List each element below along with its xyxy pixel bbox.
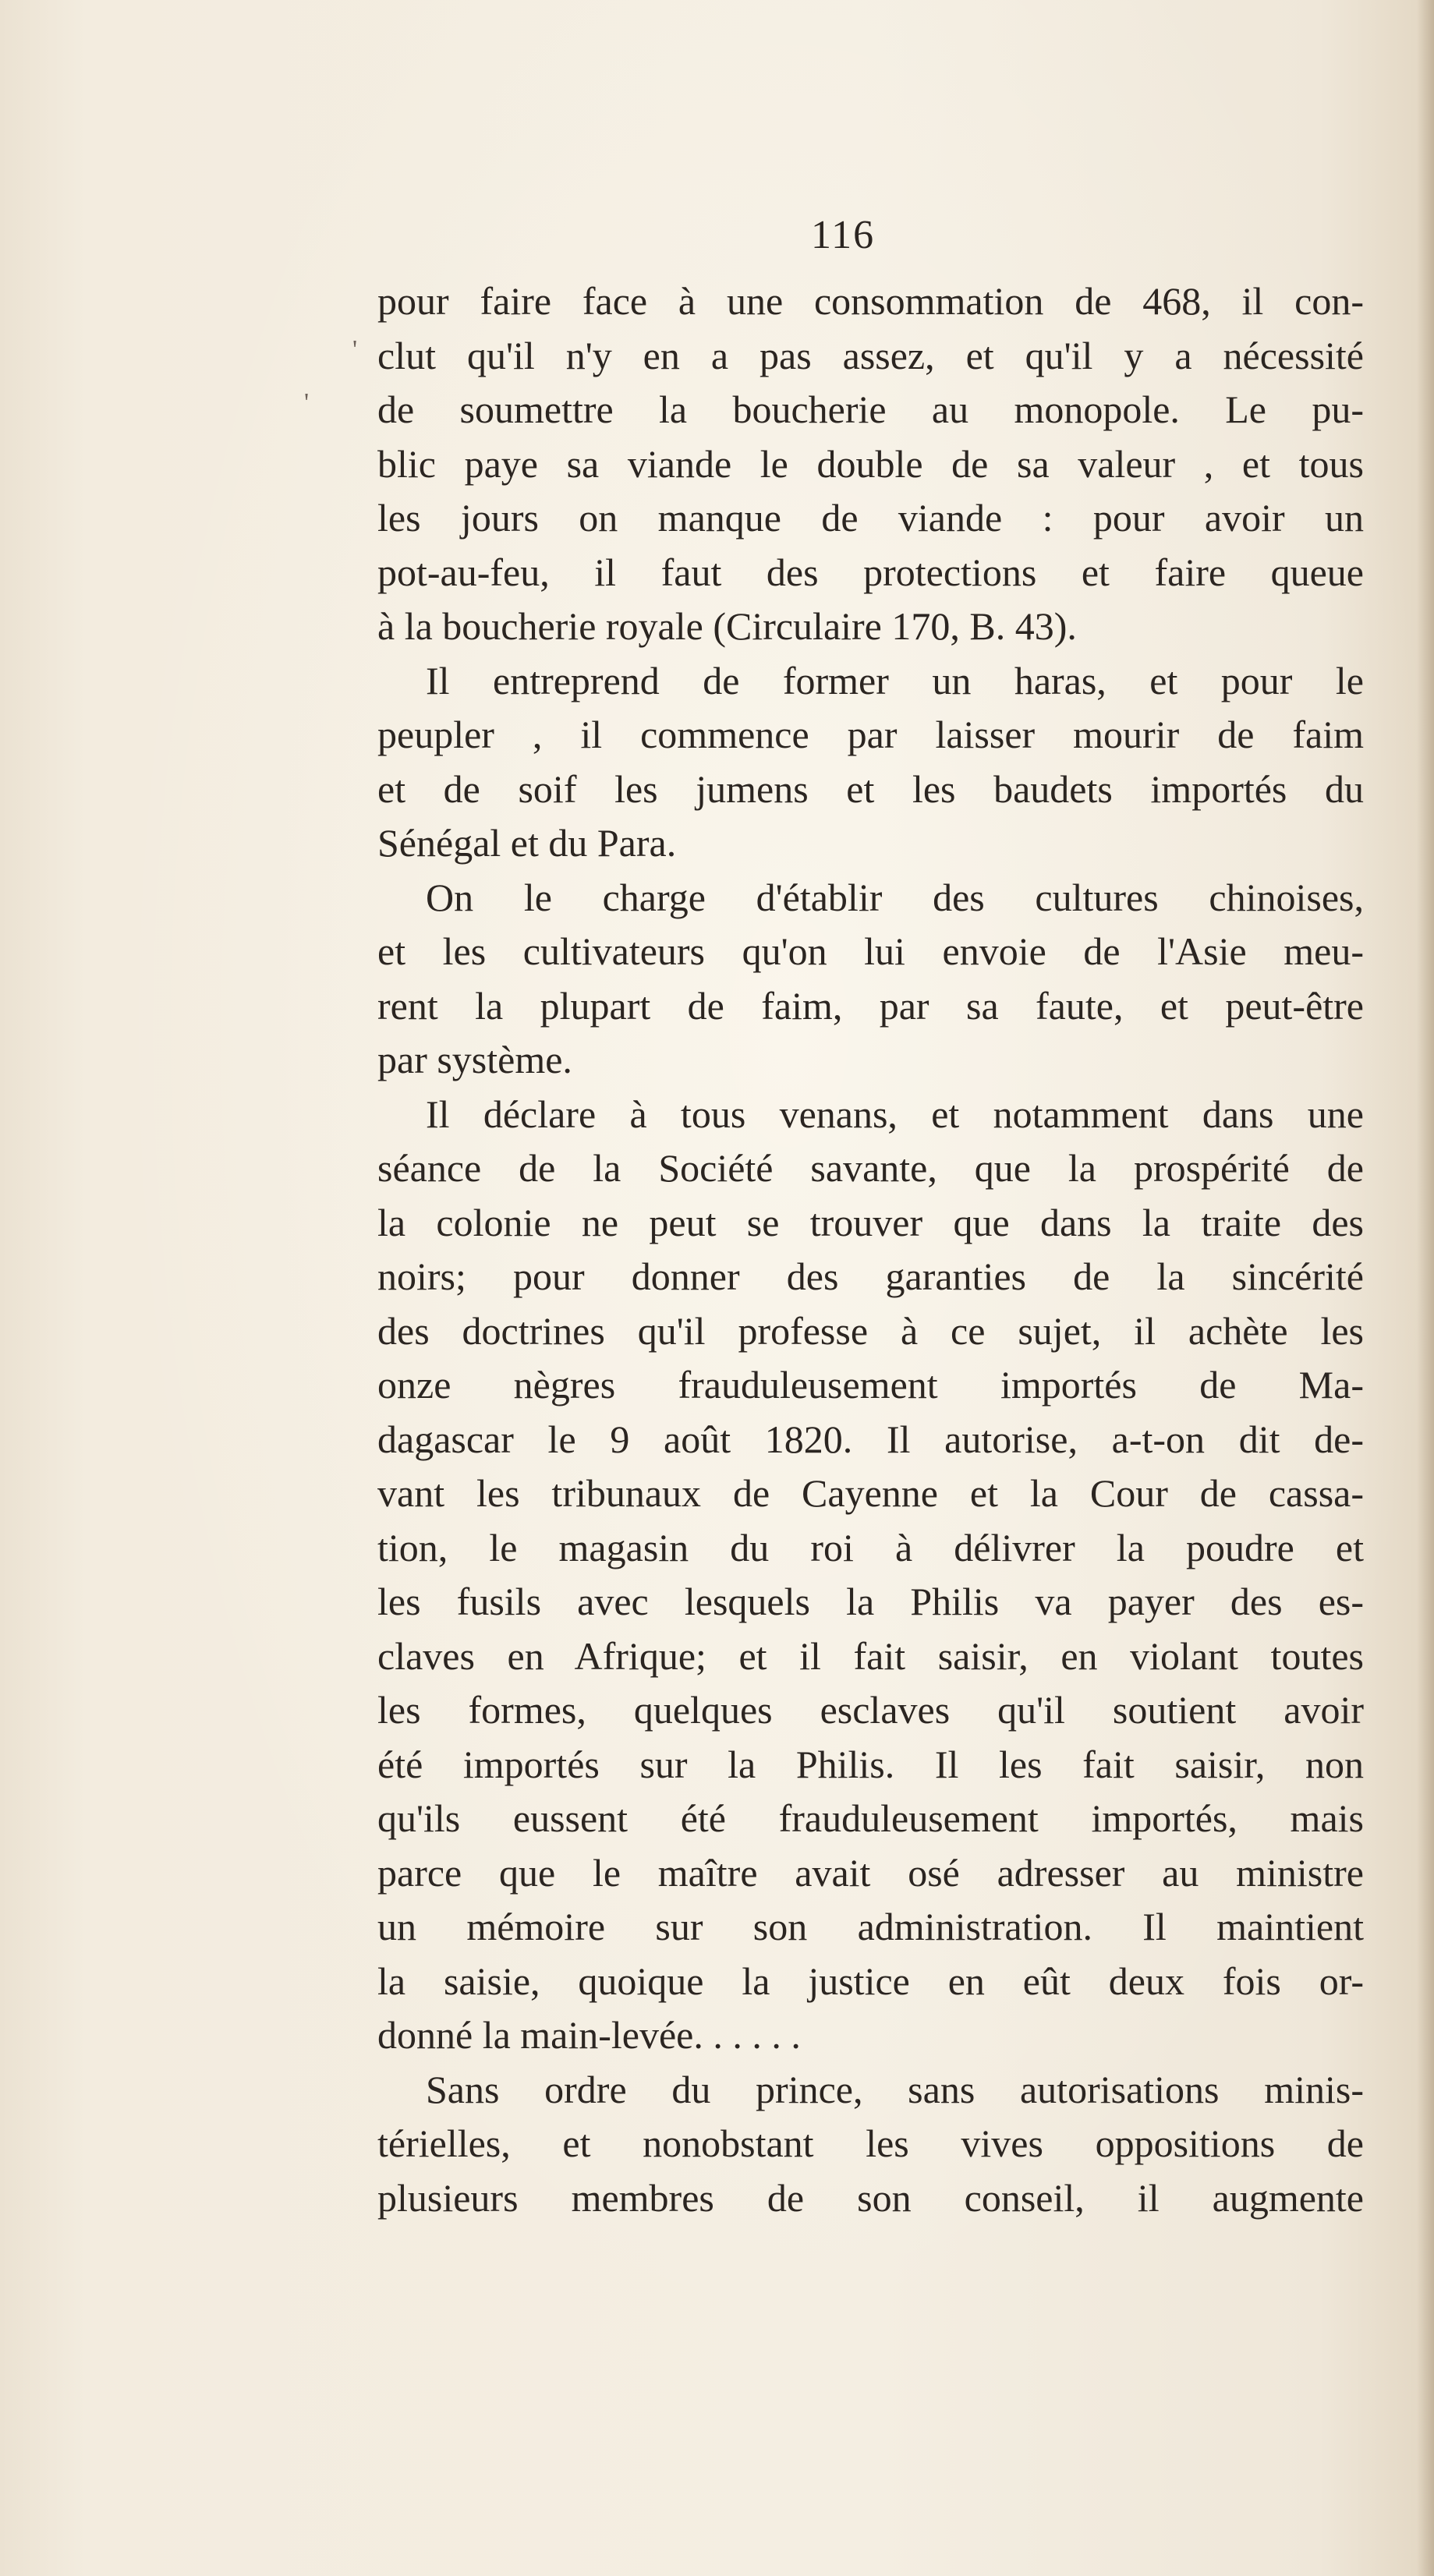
text-line: un mémoire sur son administration. Il maintient: [377, 1905, 1364, 1948]
text-line: Sans ordre du prince, sans autorisations minis-: [426, 2067, 1364, 2111]
text-line: donné la main-levée. . . . . .: [377, 2013, 801, 2057]
text-line: à la boucherie royale (Circulaire 170, B. 43).: [377, 604, 1077, 648]
text-line: vant les tribunaux de Cayenne et la Cour de cassa-: [377, 1471, 1364, 1515]
text-line: et les cultivateurs qu'on lui envoie de l'Asie meu-: [377, 929, 1364, 973]
text-line: claves en Afrique; et il fait saisir, en violant toutes: [377, 1633, 1364, 1678]
text-line: térielles, et nonobstant les vives oppositions de: [377, 2121, 1364, 2165]
text-line: Il entreprend de former un haras, et pour le: [426, 658, 1364, 702]
text-line: les fusils avec lesquels la Philis va payer des es-: [377, 1580, 1364, 1623]
text-line: plusieurs membres de son conseil, il augmente: [377, 2175, 1364, 2220]
text-line: rent la plupart de faim, par sa faute, et peut-être: [377, 983, 1364, 1028]
text-line: noirs; pour donner des garanties de la sincérité: [377, 1254, 1364, 1298]
text-line: de soumettre la boucherie au monopole. Le pu-: [377, 387, 1364, 431]
text-line: les formes, quelques esclaves qu'il soutient avoir: [377, 1688, 1364, 1732]
text-line: séance de la Société savante, que la prospérité de: [377, 1146, 1364, 1190]
text-line: Sénégal et du Para.: [377, 821, 677, 865]
text-line: tion, le magasin du roi à délivrer la poudre et: [377, 1525, 1364, 1569]
text-line: été importés sur la Philis. Il les fait saisir, non: [377, 1742, 1364, 1786]
margin-mark: ': [304, 388, 310, 417]
text-line: On le charge d'établir des cultures chinoises,: [426, 875, 1364, 919]
text-line: Il déclare à tous venans, et notamment dans une: [426, 1092, 1364, 1136]
page-edge-shadow: [1417, 0, 1434, 2576]
body-text: [377, 274, 1364, 2225]
text-line: qu'ils eussent été frauduleusement importés, mais: [377, 1796, 1364, 1840]
text-line: blic paye sa viande le double de sa valeur , et tous: [377, 441, 1364, 486]
text-line: par système.: [377, 1038, 572, 1081]
text-line: la colonie ne peut se trouver que dans la traite des: [377, 1200, 1364, 1244]
text-line: des doctrines qu'il professe à ce sujet, il achète les: [377, 1308, 1364, 1353]
text-line: pot-au-feu, il faut des protections et faire queue: [377, 550, 1364, 594]
text-line: et de soif les jumens et les baudets importés du: [377, 766, 1364, 811]
text-line: pour faire face à une consommation de 468, il con-: [377, 279, 1364, 323]
margin-mark: ': [352, 335, 358, 364]
text-line: clut qu'il n'y en a pas assez, et qu'il y a nécessité: [377, 333, 1364, 377]
text-line: dagascar le 9 août 1820. Il autorise, a-t-on dit de-: [377, 1417, 1364, 1461]
text-line: la saisie, quoique la justice en eût deux fois or-: [377, 1959, 1364, 2003]
page-number: 116: [811, 213, 876, 257]
text-line: les jours on manque de viande : pour avoir un: [377, 496, 1364, 540]
text-line: parce que le maître avait osé adresser au ministre: [377, 1850, 1364, 1895]
text-line: peupler , il commence par laisser mourir de faim: [377, 713, 1364, 756]
text-line: onze nègres frauduleusement importés de Ma-: [377, 1363, 1364, 1407]
